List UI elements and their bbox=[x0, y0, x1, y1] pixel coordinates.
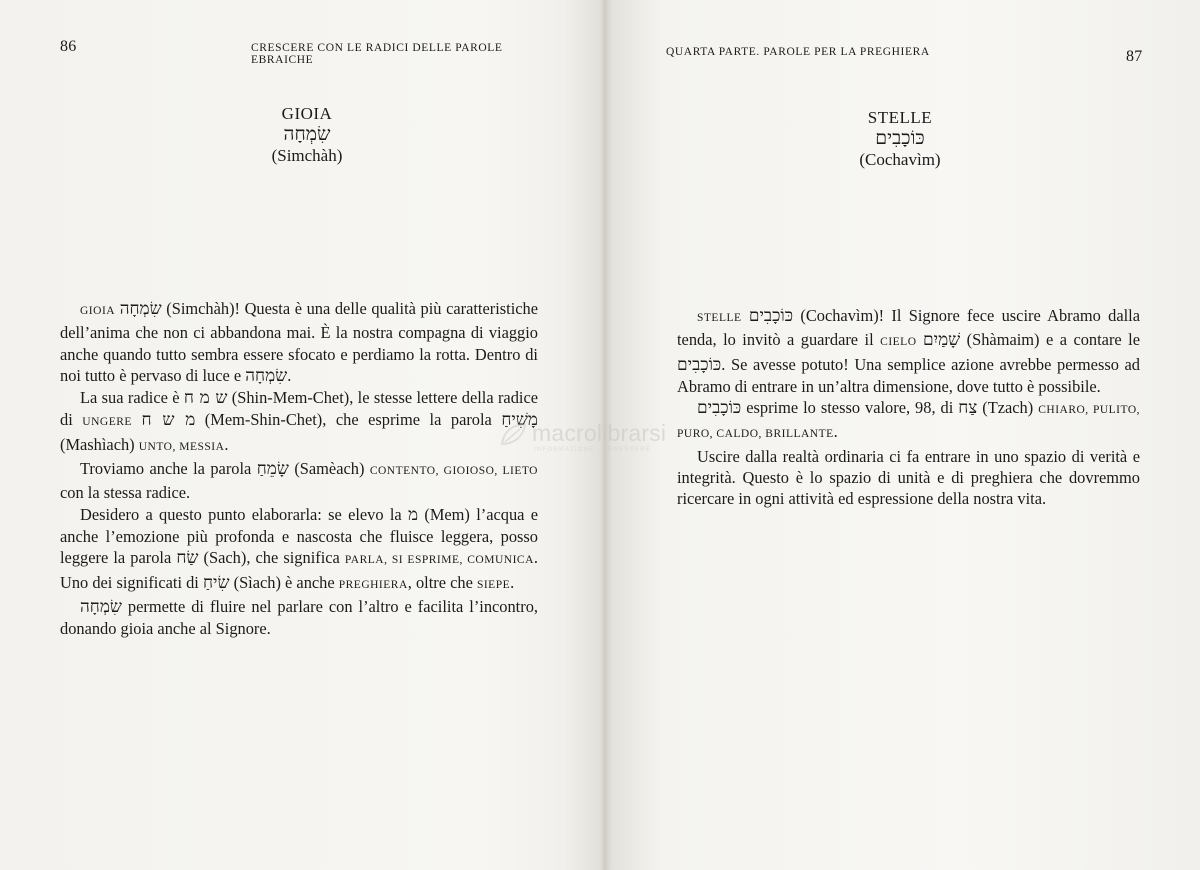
hebrew-word: שִׂיחַ bbox=[202, 572, 230, 593]
page-number-left: 86 bbox=[60, 38, 77, 55]
text-run: . Se avesse potuto! Una semplice azione avrebbe permesso ad Abramo di entrare in un’altra dimensione, dove tutto è possibile. bbox=[677, 354, 1140, 396]
small-caps-term: UNGERE bbox=[82, 416, 132, 429]
text-run: (Tzach) bbox=[977, 398, 1039, 418]
entry-heading-gioia bbox=[207, 103, 407, 166]
entry-hebrew: שִׂמְחָה bbox=[283, 123, 331, 145]
watermark-subtext: INFORMAZIONE · BENESSERE bbox=[534, 447, 651, 453]
hebrew-word: כּוֹכָבִים bbox=[677, 354, 722, 375]
hebrew-word: מ ש ח bbox=[141, 410, 196, 431]
entry-transliteration: (Simchàh) bbox=[271, 146, 343, 165]
entry-hebrew: כּוֹכָבִים bbox=[875, 127, 925, 149]
hebrew-word: מָשִׁיחַ bbox=[501, 410, 538, 431]
hebrew-word: שַׂח bbox=[176, 548, 199, 569]
text-run: La sua radice è bbox=[80, 388, 184, 408]
text-run: (Sach), che significa bbox=[198, 548, 345, 568]
entry-heading-stelle bbox=[800, 107, 1000, 170]
small-caps-term: CHIARO, PULITO, PURO, CALDO, BRILLANTE bbox=[677, 404, 1141, 441]
paragraph bbox=[60, 596, 538, 640]
small-caps-term: CIELO bbox=[880, 336, 917, 349]
small-caps-term: CONTENTO, GIOIOSO, LIETO bbox=[369, 465, 538, 478]
paragraph bbox=[677, 397, 1140, 446]
text-run: (Samèach) bbox=[288, 459, 370, 479]
paragraph bbox=[677, 446, 1140, 510]
hebrew-word: שִׂמְחָה bbox=[80, 596, 122, 617]
text-run: esprime lo stesso valore, 98, di bbox=[741, 398, 959, 418]
entry-term: STELLE bbox=[867, 108, 933, 127]
text-run: (Mem) l’acqua e anche l’emozione più profonda e nascosta che fluisce leggera, posso leggere la parola bbox=[60, 504, 538, 568]
small-caps-term: GIOIA bbox=[80, 305, 116, 317]
text-run: . bbox=[510, 572, 515, 592]
small-caps-term: UNTO, MESSIA bbox=[138, 440, 225, 453]
body-text-left bbox=[60, 298, 538, 639]
text-run: Desidero a questo punto elaborarla: se elevo la bbox=[80, 504, 408, 524]
hebrew-word: שָׂמֵחַ bbox=[256, 459, 289, 480]
text-run: (Shàmaim) e a contare le bbox=[960, 330, 1140, 350]
hebrew-word: שָׁמַיִם bbox=[923, 330, 961, 351]
text-run: . bbox=[833, 422, 838, 442]
small-caps-term: SIEPE bbox=[476, 578, 511, 591]
running-head-right: QUARTA PARTE. PAROLE PER LA PREGHIERA bbox=[666, 46, 930, 58]
text-run: (Mashìach) bbox=[60, 434, 139, 454]
paragraph bbox=[60, 298, 538, 387]
hebrew-word: מ bbox=[408, 504, 419, 525]
text-run: con la stessa radice. bbox=[60, 483, 191, 503]
text-run: (Mem-Shin-Chet), che esprime la parola bbox=[195, 410, 502, 430]
text-run: (Simchàh)! Questa è una delle qualità più caratteristiche dell’anima che non ci abbandona mai. È la nostra compagna di viaggio anche quando tutto sembra essere sfocato e perdiamo la rotta. Dentro di noi tutto è pervaso di luce e bbox=[60, 299, 538, 385]
text-run: Uscire dalla realtà ordinaria ci fa entrare in uno spazio di verità e integrità. Questo è lo spazio di unità e di preghiera che dovremmo ricercare in ogni attività ed espressione della nostra vita. bbox=[677, 446, 1140, 509]
leaf-logo-icon bbox=[498, 420, 528, 450]
body-text-right bbox=[677, 305, 1140, 510]
text-run: . bbox=[287, 365, 292, 385]
text-run: . Uno dei significati di bbox=[60, 548, 538, 592]
hebrew-word: שִׂמְחָה bbox=[245, 365, 288, 386]
text-run: . bbox=[224, 434, 229, 454]
small-caps-term: PARLA, SI ESPRIME, COMUNICA bbox=[344, 554, 534, 567]
text-run: permette di fluire nel parlare con l’altro e facilita l’incontro, donando gioia anche al Signore. bbox=[60, 596, 538, 639]
watermark-text: macrolibrarsi bbox=[532, 420, 667, 446]
text-run: (Cochavìm)! Il Signore fece uscire Abramo dalla tenda, lo invitò a guardare il bbox=[677, 306, 1140, 350]
text-run: , oltre che bbox=[407, 572, 477, 592]
paragraph bbox=[60, 458, 538, 504]
hebrew-word: כּוֹכָבִים bbox=[748, 306, 794, 326]
hebrew-word: צַח bbox=[958, 398, 978, 419]
text-run: (Sìach) è anche bbox=[229, 572, 339, 592]
small-caps-term: STELLE bbox=[697, 312, 742, 324]
text-run: Troviamo anche la parola bbox=[80, 459, 257, 479]
hebrew-word: כּוֹכָבִים bbox=[697, 398, 742, 419]
running-head-left: CRESCERE CON LE RADICI DELLE PAROLE EBRAICHE bbox=[251, 42, 503, 66]
entry-term: GIOIA bbox=[281, 104, 333, 123]
paragraph bbox=[677, 305, 1140, 397]
entry-transliteration: (Cochavìm) bbox=[859, 150, 941, 169]
page-number-right: 87 bbox=[1126, 48, 1143, 65]
text-run: (Shin-Mem-Chet), le stesse lettere della radice di bbox=[60, 388, 539, 430]
hebrew-word: שִׂמְחָה bbox=[119, 299, 162, 319]
paragraph bbox=[60, 387, 538, 458]
hebrew-word: ש מ ח bbox=[183, 388, 228, 409]
small-caps-term: PREGHIERA bbox=[338, 578, 408, 591]
paragraph bbox=[60, 504, 538, 596]
watermark bbox=[498, 418, 708, 458]
